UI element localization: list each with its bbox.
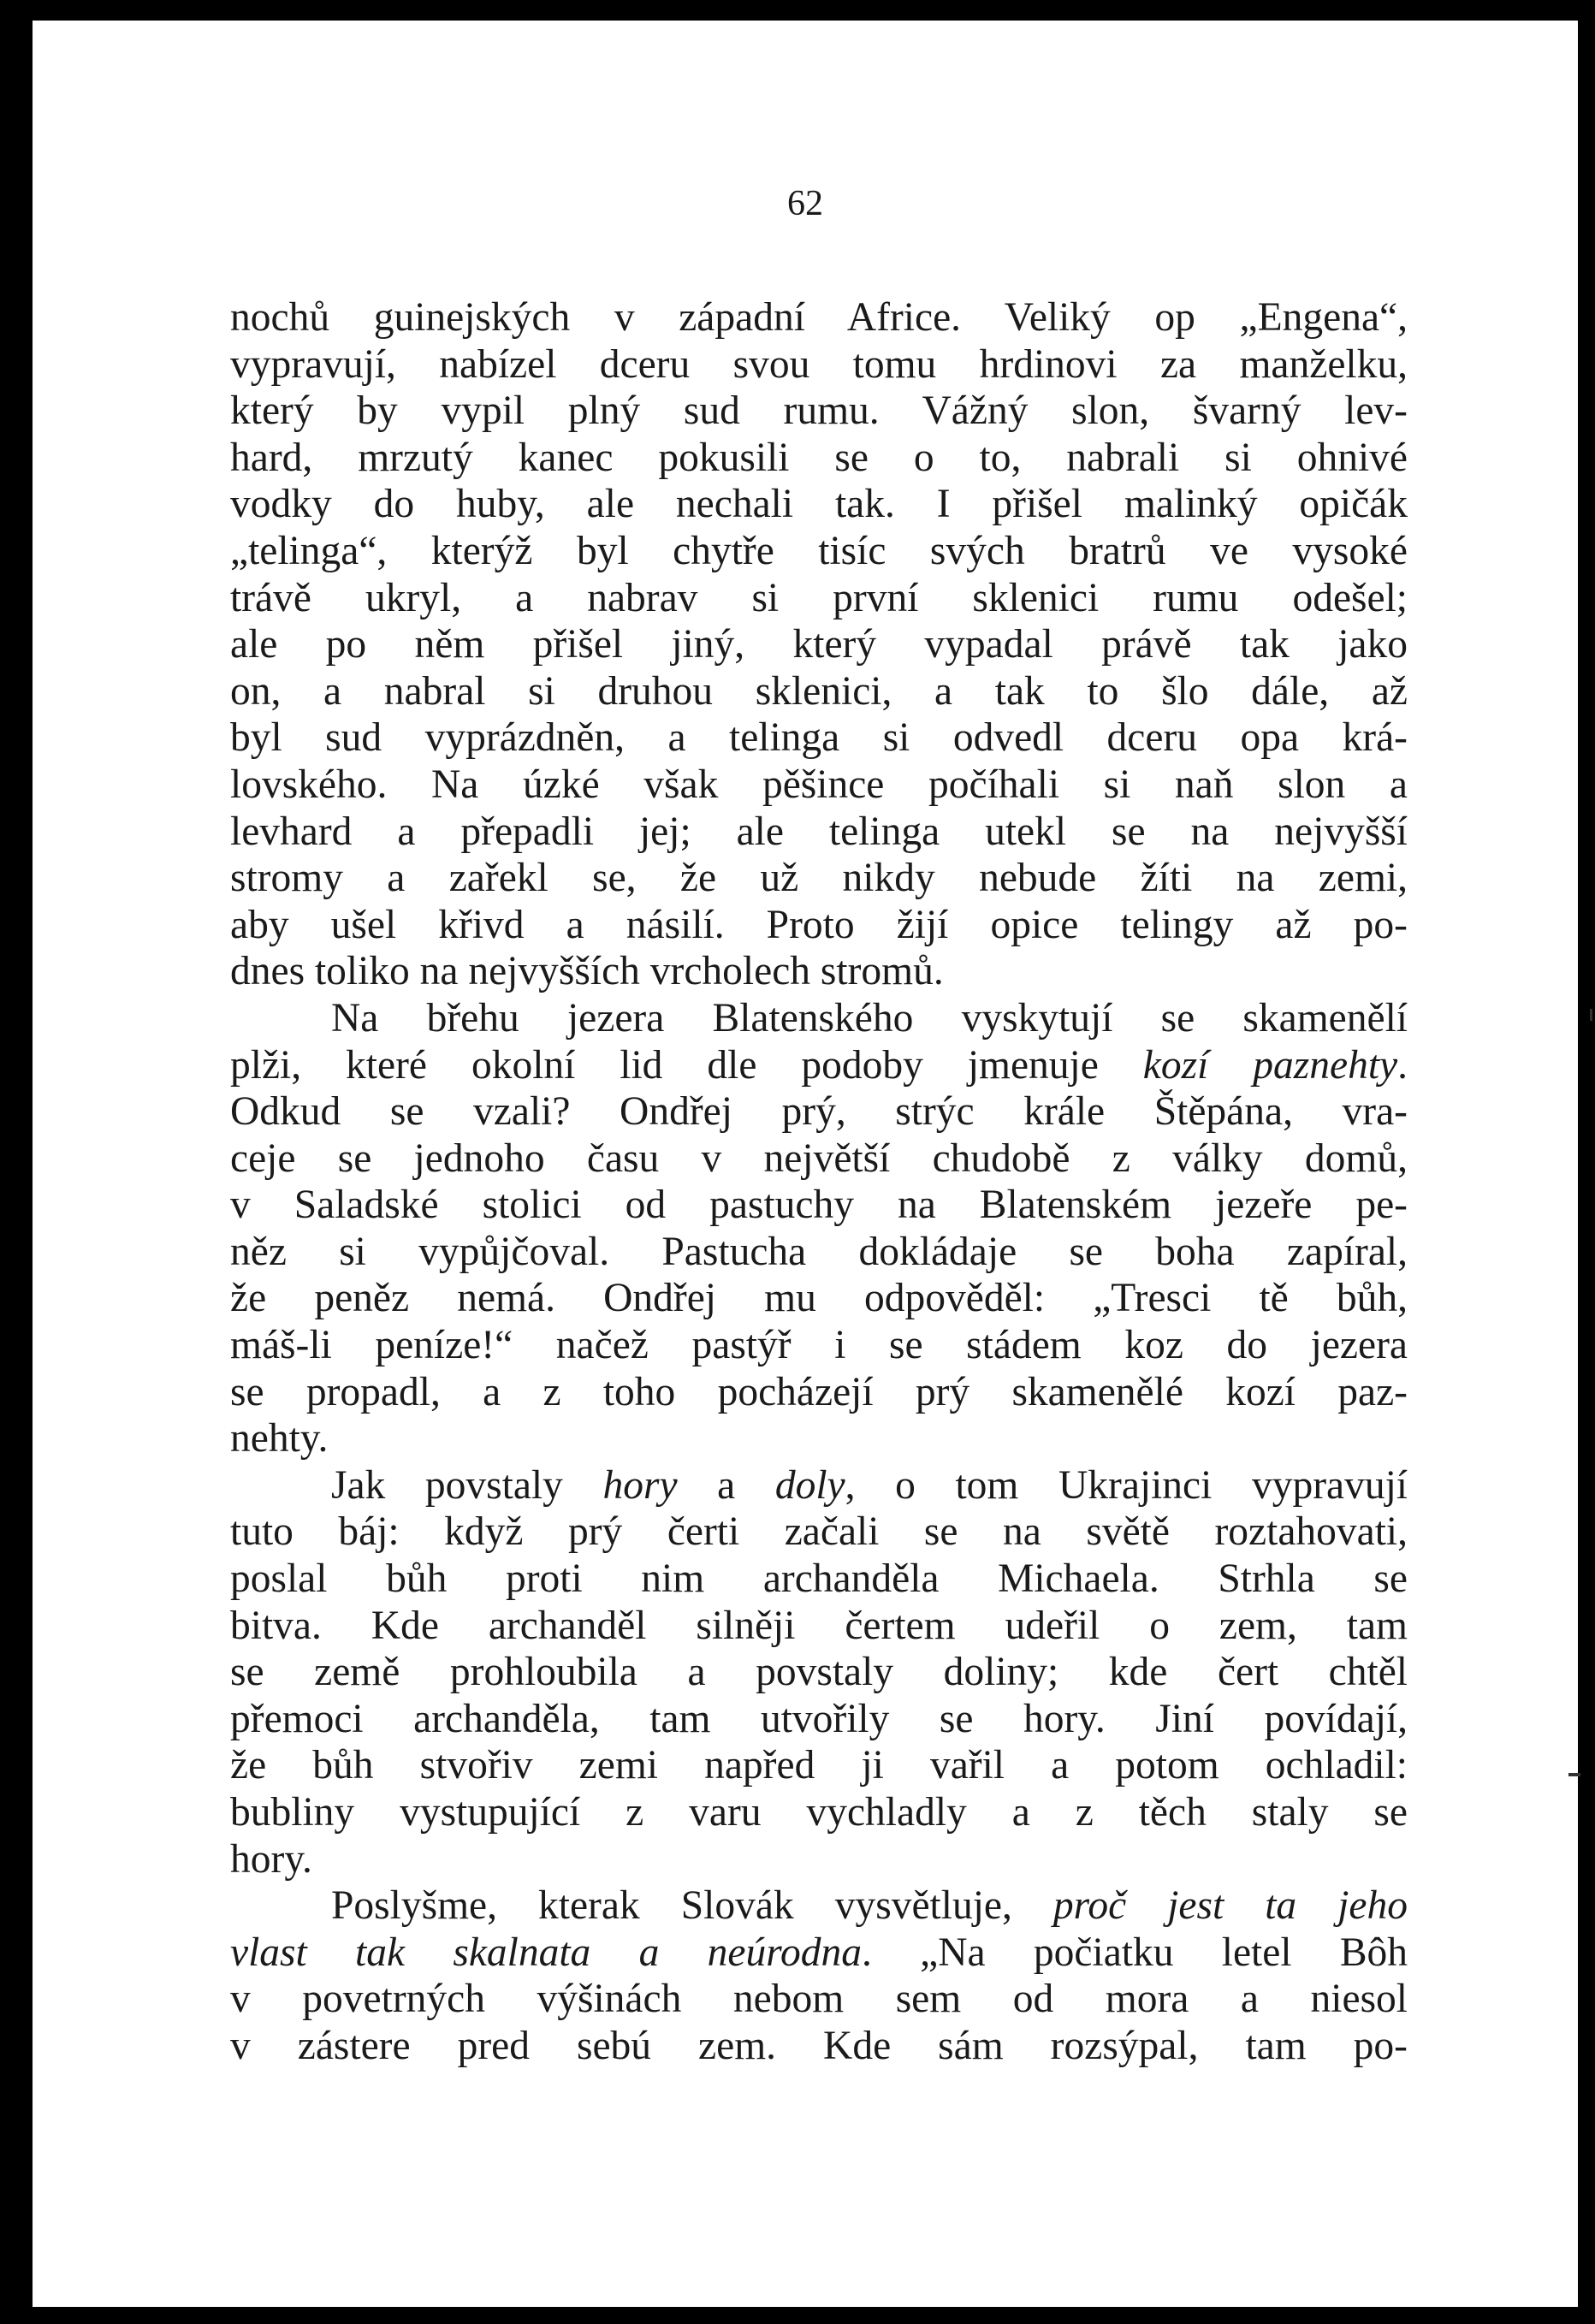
text-line: bitva. Kde archanděl silněji čertem udeřil o zem, tam: [230, 1603, 1408, 1648]
italic-term: proč jest ta jeho: [1052, 1883, 1408, 1929]
text-line: že bůh stvořiv zemi napřed ji vařil a potom ochladil:: [230, 1743, 1408, 1788]
paragraph-4: [230, 1882, 1408, 2069]
text-line: se propadl, a z toho pocházejí prý skamenělé kozí paz-: [230, 1369, 1408, 1414]
paragraph-2: [230, 995, 1408, 1462]
text-line: dnes toliko na nejvyšších vrcholech stromů.: [230, 949, 944, 994]
book-page: [33, 21, 1578, 2307]
italic-term: doly: [774, 1462, 845, 1508]
text-line: ceje se jednoho času v největší chudobě z války domů,: [230, 1135, 1408, 1181]
text-run: , o tom Ukrajinci vypravují: [845, 1462, 1408, 1508]
paragraph-1: [230, 294, 1408, 995]
text-run: . „Na počiatku letel Bôh: [861, 1930, 1408, 1975]
text-line-mixed: [230, 1042, 1408, 1089]
text-run: Poslyšme, kterak Slovák vysvětluje,: [331, 1883, 1053, 1929]
paragraph-3: [230, 1462, 1408, 1882]
text-line: v povetrných výšinách nebom sem od mora a niesol: [230, 1977, 1408, 2022]
page-number: 62: [787, 184, 823, 223]
scan-speck: [1568, 1773, 1580, 1776]
text-line: v Saladské stolici od pastuchy na Blatenském jezeře pe-: [230, 1183, 1408, 1228]
text-line: on, a nabral si druhou sklenici, a tak to šlo dále, až: [230, 668, 1408, 714]
text-line: Odkud se vzali? Ondřej prý, strýc krále Štěpána, vra-: [230, 1089, 1408, 1135]
italic-term: hory: [602, 1462, 678, 1508]
text-line: „telinga“, kterýž byl chytře tisíc svých bratrů ve vysoké: [230, 528, 1408, 573]
text-line: poslal bůh proti nim archanděla Michaela. Strhla se: [230, 1556, 1408, 1602]
scan-speck: [1590, 1009, 1592, 1021]
text-line: levhard a přepadli jej; ale telinga utekl se na nejvyšší: [230, 809, 1408, 854]
text-line-mixed: [230, 1930, 1408, 1977]
text-line: vodky do huby, ale nechali tak. I přišel malinký opičák: [230, 482, 1408, 527]
text-line: trávě ukryl, a nabrav si první sklenici rumu odešel;: [230, 575, 1408, 620]
text-line: tuto báj: když prý čerti začali se na světě roztahovati,: [230, 1509, 1408, 1555]
text-run: .: [1397, 1042, 1408, 1088]
italic-term: vlast tak skalnata a neúrodna: [230, 1930, 862, 1975]
text-line: stromy a zařekl se, že už nikdy nebude žíti na zemi,: [230, 856, 1408, 901]
text-line: byl sud vyprázdněn, a telinga si odvedl dceru opa krá-: [230, 715, 1408, 761]
text-line: něz si vypůjčoval. Pastucha dokládaje se boha zapíral,: [230, 1229, 1408, 1274]
text-line: Na břehu jezera Blatenského vyskytují se skamenělí: [331, 995, 1408, 1040]
text-line: bubliny vystupující z varu vychladly a z těch staly se: [230, 1790, 1408, 1835]
text-line: se země prohloubila a povstaly doliny; kde čert chtěl: [230, 1650, 1408, 1695]
text-line-mixed: [230, 1462, 1408, 1509]
text-run: Jak povstaly: [331, 1462, 603, 1508]
text-line: máš-li peníze!“ načež pastýř i se stádem koz do jezera: [230, 1323, 1408, 1368]
body-text: [230, 294, 1408, 2070]
text-line: že peněz nemá. Ondřej mu odpověděl: „Tresci tě bůh,: [230, 1276, 1408, 1321]
text-run: plži, které okolní lid dle podoby jmenuje: [230, 1042, 1143, 1088]
text-line: který by vypil plný sud rumu. Vážný slon, švarný lev-: [230, 388, 1408, 434]
text-line: ale po něm přišel jiný, který vypadal právě tak jako: [230, 622, 1408, 667]
text-line-mixed: [230, 1882, 1408, 1930]
text-line: aby ušel křivd a násilí. Proto žijí opice telingy až po-: [230, 902, 1408, 947]
text-line: přemoci archanděla, tam utvořily se hory. Jiní povídají,: [230, 1696, 1408, 1741]
italic-term: kozí paznehty: [1142, 1042, 1398, 1088]
text-line: hory.: [230, 1836, 312, 1882]
text-line: vypravují, nabízel dceru svou tomu hrdinovi za manželku,: [230, 341, 1408, 387]
text-run: a: [677, 1462, 775, 1508]
text-line: hard, mrzutý kanec pokusili se o to, nabrali si ohnivé: [230, 435, 1408, 480]
text-line: nehty.: [230, 1416, 329, 1461]
text-line: v zástere pred sebú zem. Kde sám rozsýpal, tam po-: [230, 2023, 1408, 2068]
text-line: lovského. Na úzké však pěšince počíhali si naň slon a: [230, 762, 1408, 807]
text-line: nochů guinejských v západní Africe. Veliký op „Engena“,: [230, 295, 1408, 340]
